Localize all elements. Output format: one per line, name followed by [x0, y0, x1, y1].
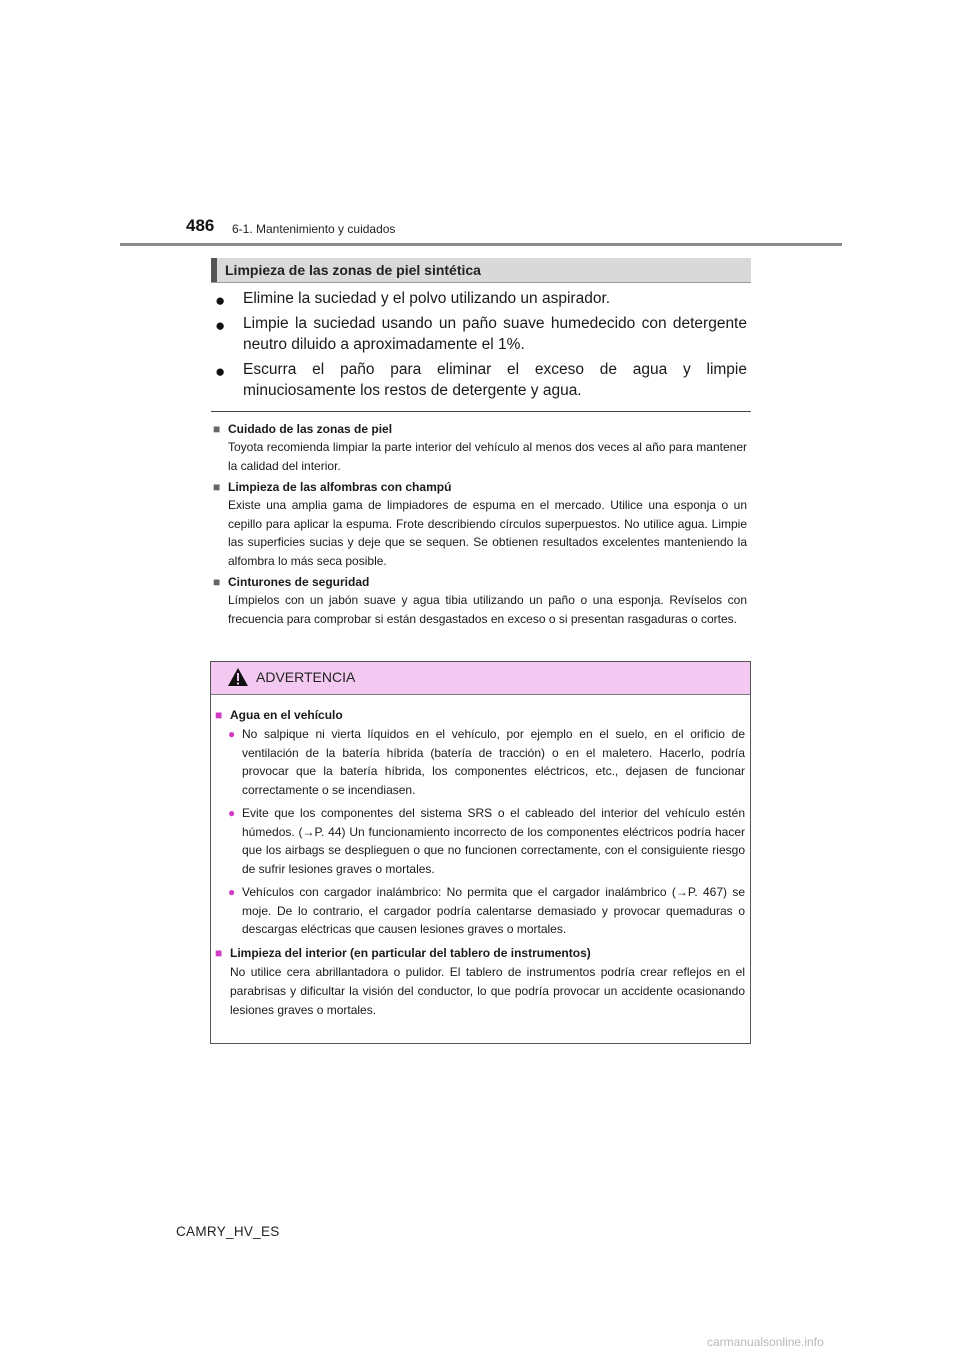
list-item-text: Limpie la suciedad usando un paño suave humedecido con detergente neutro diluido a aproximadamente el 1%.	[243, 315, 747, 353]
warning-section-title-text: Limpieza del interior (en particular del tablero de instrumentos)	[230, 945, 591, 960]
watermark: carmanualsonline.info	[707, 1335, 824, 1349]
note-title-text: Limpieza de las alfombras con champú	[228, 480, 452, 494]
square-bullet-icon: ■	[215, 945, 223, 960]
list-item	[211, 313, 747, 355]
note-title-text: Cinturones de seguridad	[228, 575, 370, 589]
warning-section-title	[215, 944, 745, 962]
chapter-label: 6-1. Mantenimiento y cuidados	[232, 222, 396, 236]
square-bullet-icon: ■	[213, 422, 221, 436]
list-item-text: Escurra el paño para eliminar el exceso de agua y limpie minuciosamente los restos de detergente y agua.	[243, 361, 747, 399]
list-item	[211, 288, 747, 309]
warning-triangle-icon	[227, 667, 249, 687]
warning-section-title	[215, 706, 745, 724]
warning-box	[210, 661, 751, 1044]
note-title	[211, 421, 747, 438]
bullet-icon: ●	[215, 362, 226, 381]
list-item	[211, 359, 747, 401]
square-bullet-icon: ■	[213, 480, 221, 494]
section-divider	[211, 411, 751, 412]
warning-list-item	[215, 804, 745, 878]
warning-section-title-text: Agua en el vehículo	[230, 708, 343, 722]
bullet-icon: ●	[215, 291, 226, 310]
heading-accent-bar	[211, 258, 217, 282]
header-rule	[120, 243, 842, 246]
note-title	[211, 479, 747, 496]
page-number: 486	[186, 216, 215, 235]
cleaning-steps-list	[211, 288, 747, 405]
square-bullet-icon: ■	[213, 575, 221, 589]
warning-section-body: No utilice cera abrillantadora o pulidor. El tablero de instrumentos podría crear reflejos en el parabrisas y dificultar la visión del conductor, lo que podría provocar un accidente ocasionando lesiones graves o mortales.	[230, 964, 745, 1017]
warning-item-text: Evite que los componentes del sistema SRS o el cableado del interior del vehículo estén húmedos. (→P. 44) Un funcionamiento incorrecto de los componentes eléctricos podría hacer que los airbags se desplieguen o que no funcionen correctamente, con el consiguiente riesgo de sufrir lesiones graves o mortales.	[242, 806, 745, 876]
section-heading-text: Limpieza de las zonas de piel sintética	[225, 262, 481, 278]
note-body: Existe una amplia gama de limpiadores de espuma en el mercado. Utilice una esponja o un cepillo para aplicar la espuma. Frote describiendo círculos superpuestos. No utilice agua. Limpie las superficies sucias y deje que se sequen. Se obtienen resultados excelentes manteniendo la alfombra lo más seca posible.	[228, 498, 747, 568]
footer-model-code: CAMRY_HV_ES	[176, 1224, 280, 1239]
warning-list-item	[215, 883, 745, 939]
warning-header	[211, 662, 750, 695]
note-title	[211, 574, 747, 591]
bullet-icon: ●	[228, 806, 236, 820]
warning-content	[215, 706, 745, 1020]
bullet-icon: ●	[228, 727, 236, 741]
list-item-text: Elimine la suciedad y el polvo utilizando un aspirador.	[243, 290, 611, 307]
notes-section	[211, 421, 747, 632]
warning-item-text: Vehículos con cargador inalámbrico: No permita que el cargador inalámbrico (→P. 467) se moje. De lo contrario, el cargador podría calentarse demasiado y provocar quemaduras o descargas eléctricas que causen lesiones graves o mortales.	[242, 885, 745, 936]
note-title-text: Cuidado de las zonas de piel	[228, 422, 393, 436]
note-body: Límpielos con un jabón suave y agua tibia utilizando un paño o una esponja. Revíselos con frecuencia para comprobar si están desgastados en exceso o si presentan rasgaduras o cortes.	[228, 593, 747, 626]
square-bullet-icon: ■	[215, 708, 223, 722]
warning-title: ADVERTENCIA	[256, 669, 356, 685]
bullet-icon: ●	[228, 885, 236, 899]
note-body: Toyota recomienda limpiar la parte interior del vehículo al menos dos veces al año para mantener la calidad del interior.	[228, 440, 747, 473]
warning-item-text: No salpique ni vierta líquidos en el vehículo, por ejemplo en el suelo, en el orificio de ventilación de la batería híbrida (batería de tracción) o en el maletero. Hacerlo, podría provocar que la batería híbrida, los componentes eléctricos, etc., dejasen de funcionar correctamente o se incendiasen.	[242, 727, 745, 797]
bullet-icon: ●	[215, 316, 226, 335]
warning-list-item	[215, 725, 745, 799]
section-heading	[211, 258, 751, 283]
